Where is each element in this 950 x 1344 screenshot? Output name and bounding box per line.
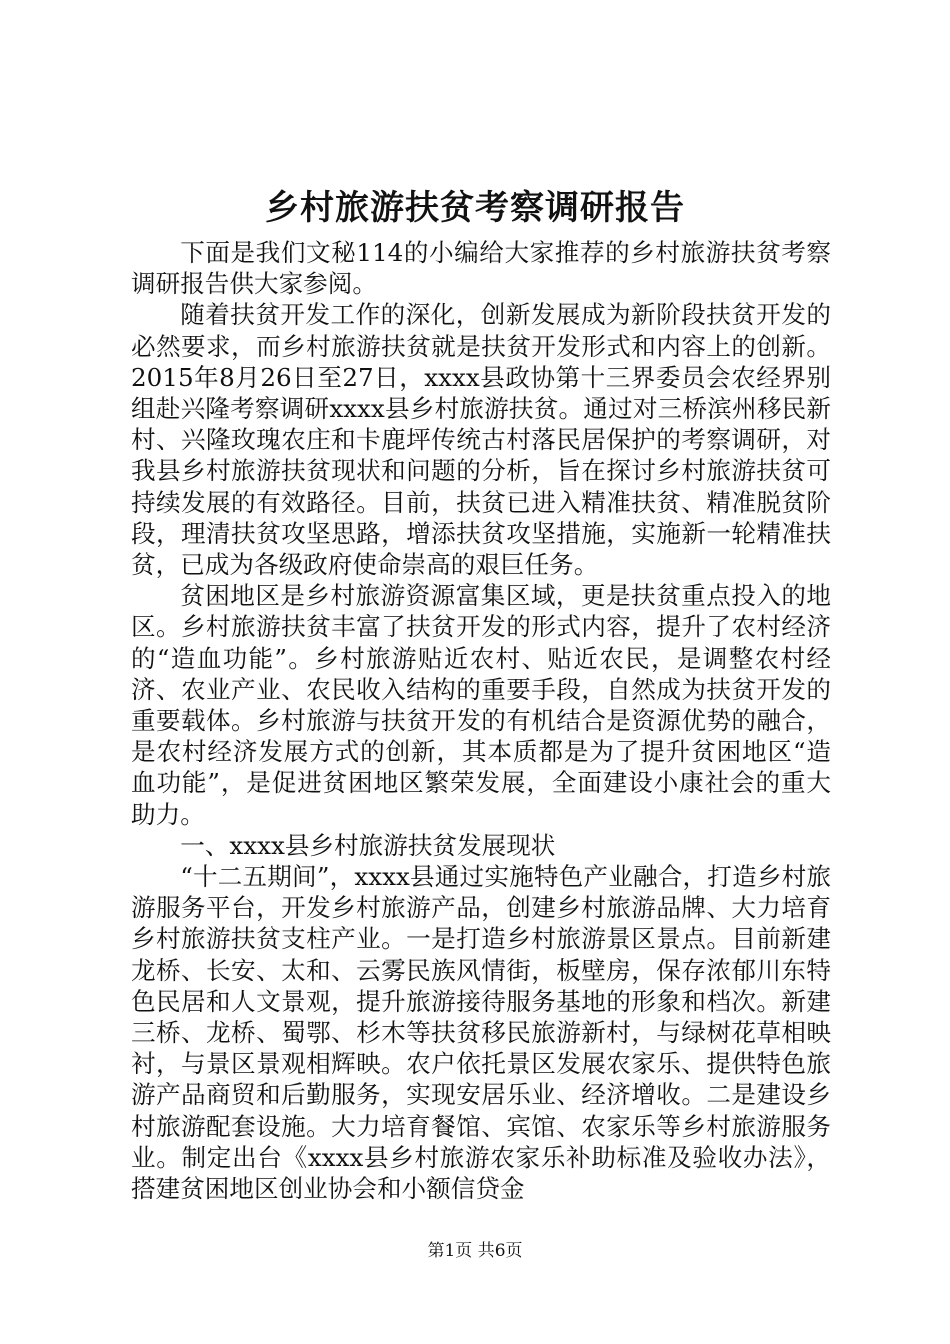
page-number-footer: 第1页 共6页 [427,1241,523,1261]
paragraph-significance: 贫困地区是乡村旅游资源富集区域，更是扶贫重点投入的地区。乡村旅游扶贫丰富了扶贫开发的形式内容，提升了农村经济的“造血功能”。乡村旅游贴近农村、贴近农民，是调整农村经济、农业产业、农民收入结构的重要手段，自然成为扶贫开发的重要载体。乡村旅游与扶贫开发的有机结合是资源优势的融合，是农村经济发展方式的创新，其本质都是为了提升贫困地区“造血功能”，是促进贫困地区繁荣发展，全面建设小康社会的重大助力。 [131,581,831,829]
document-body [131,237,831,1204]
paragraph-background: 随着扶贫开发工作的深化，创新发展成为新阶段扶贫开发的必然要求，而乡村旅游扶贫就是扶贫开发形式和内容上的创新。2015年8月26日至27日，xxxx县政协第十三界委员会农经界别组赴兴隆考察调研xxxx县乡村旅游扶贫。通过对三桥滨州移民新村、兴隆玫瑰农庄和卡鹿坪传统古村落民居保护的考察调研，对我县乡村旅游扶贫现状和问题的分析，旨在探讨乡村旅游扶贫可持续发展的有效路径。目前，扶贫已进入精准扶贫、精准脱贫阶段，理清扶贫攻坚思路，增添扶贫攻坚措施，实施新一轮精准扶贫，已成为各级政府使命崇高的艰巨任务。 [131,300,831,580]
paragraph-status: “十二五期间”，xxxx县通过实施特色产业融合，打造乡村旅游服务平台，开发乡村旅游产品，创建乡村旅游品牌、大力培育乡村旅游扶贫支柱产业。一是打造乡村旅游景区景点。目前新建龙桥、长安、太和、云雾民族风情街，板壁房，保存浓郁川东特色民居和人文景观，提升旅游接待服务基地的形象和档次。新建三桥、龙桥、蜀鄂、杉木等扶贫移民旅游新村，与绿树花草相映衬，与景区景观相辉映。农户依托景区发展农家乐、提供特色旅游产品商贸和后勤服务，实现安居乐业、经济增收。二是建设乡村旅游配套设施。大力培育餐馆、宾馆、农家乐等乡村旅游服务业。制定出台《xxxx县乡村旅游农家乐补助标准及验收办法》，搭建贫困地区创业协会和小额信贷金 [131,862,831,1204]
document-title: 乡村旅游扶贫考察调研报告 [265,188,685,228]
paragraph-intro: 下面是我们文秘114的小编给大家推荐的乡村旅游扶贫考察调研报告供大家参阅。 [131,238,831,299]
section-heading-status: 一、xxxx县乡村旅游扶贫发展现状 [180,830,556,860]
